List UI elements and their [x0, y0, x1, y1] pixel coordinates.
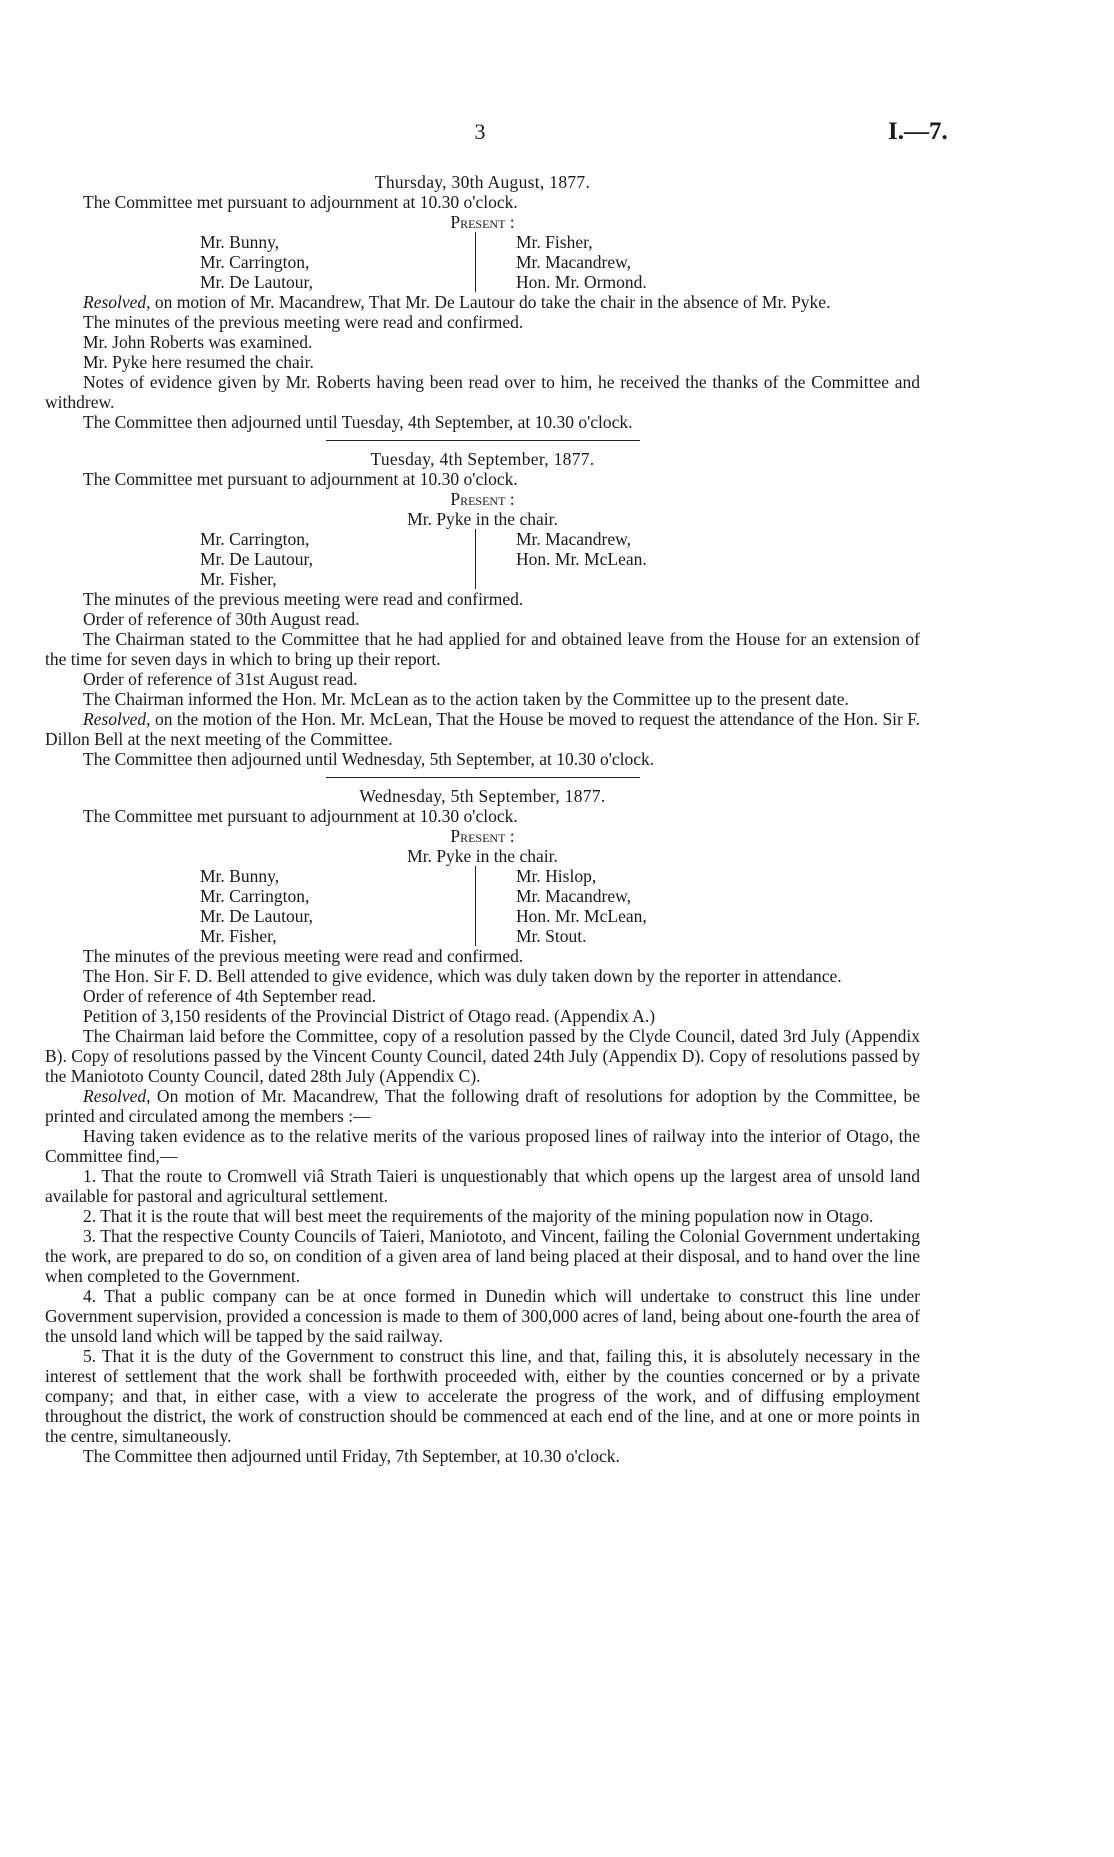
minutes-paragraph: The Hon. Sir F. D. Bell attended to give evidence, which was duly taken down by the reporter in attendance.: [83, 966, 842, 986]
minutes-paragraph: Order of reference of 4th September read.: [83, 986, 376, 1006]
members-left-column: [200, 866, 476, 946]
member-name: Hon. Mr. Ormond.: [516, 272, 647, 292]
member-name: Mr. Carrington,: [200, 529, 310, 549]
resolution-text: on motion of Mr. Macandrew, That Mr. De Lautour do take the chair in the absence of Mr. Pyke.: [150, 292, 831, 312]
resolved-word: Resolved,: [83, 709, 151, 729]
member-name: Mr. Hislop,: [516, 866, 597, 886]
minutes-body: [45, 172, 920, 1466]
meeting-date: Wednesday, 5th September, 1877.: [359, 786, 606, 806]
adjournment-line: The Committee then adjourned until Friday, 7th September, at 10.30 o'clock.: [83, 1446, 620, 1466]
minutes-paragraph: The minutes of the previous meeting were read and confirmed.: [83, 946, 524, 966]
member-name: Mr. Bunny,: [200, 866, 280, 886]
present-label: Present :: [450, 826, 515, 846]
chair-line: Mr. Pyke in the chair.: [407, 509, 558, 529]
minutes-paragraph: Notes of evidence given by Mr. Roberts having been read over to him, he received the thanks of the Committee and withdrew.: [45, 372, 920, 412]
minutes-paragraph: The Chairman informed the Hon. Mr. McLean as to the action taken by the Committee up to the present date.: [83, 689, 849, 709]
document-reference: I.—7.: [888, 118, 948, 145]
members-right-column: [476, 529, 791, 589]
members-left-column: [200, 232, 476, 292]
meeting-5-september: [45, 786, 920, 1466]
adjournment-line: The Committee then adjourned until Wednesday, 5th September, at 10.30 o'clock.: [83, 749, 655, 769]
members-present: [200, 866, 800, 946]
member-name: Mr. Macandrew,: [516, 529, 632, 549]
member-name: Mr. Carrington,: [200, 252, 310, 272]
finding-item: 5. That it is the duty of the Government to construct this line, and that, failing this, it is absolutely necessary in the interest of settlement that the work shall be forthwith proceeded with, either by the counties concerned or by a private company; and that, in either case, with a view to accelerate the progress of the work, and of diffusing employment throughout the district, the work of construction should be commenced at each end of the line, and at one or more points in the centre, simultaneously.: [45, 1346, 920, 1446]
resolution-text: on the motion of the Hon. Mr. McLean, That the House be moved to request the attendance of the Hon. Sir F. Dillon Bell at the next meeting of the Committee.: [45, 709, 920, 749]
member-name: Mr. Macandrew,: [516, 886, 632, 906]
page-number: 3: [474, 119, 486, 144]
minutes-paragraph: The minutes of the previous meeting were read and confirmed.: [83, 312, 524, 332]
finding-item: 3. That the respective County Councils of Taieri, Maniototo, and Vincent, failing the Colonial Government undertaking the work, are prepared to do so, on condition of a given area of land being placed at their disposal, and to hand over the line when completed to the Government.: [45, 1226, 920, 1286]
members-present: [200, 529, 800, 589]
present-label: Present :: [450, 489, 515, 509]
member-name: Mr. Macandrew,: [516, 252, 632, 272]
minutes-paragraph: Mr. John Roberts was examined.: [83, 332, 313, 352]
minutes-paragraph: The minutes of the previous meeting were read and confirmed.: [83, 589, 524, 609]
minutes-paragraph: Order of reference of 31st August read.: [83, 669, 358, 689]
members-left-column: [200, 529, 476, 589]
opening-line: The Committee met pursuant to adjournment at 10.30 o'clock.: [83, 469, 518, 489]
member-name: Mr. Fisher,: [200, 926, 277, 946]
member-name: Mr. De Lautour,: [200, 272, 314, 292]
member-name: Mr. Fisher,: [200, 569, 277, 589]
member-name: Mr. Fisher,: [516, 232, 593, 252]
minutes-paragraph: The Chairman laid before the Committee, copy of a resolution passed by the Clyde Council, dated 3rd July (Appendix B). Copy of resolutions passed by the Vincent County Council, dated 24th July (Appendix D). Copy of resolutions passed by the Maniototo County Council, dated 28th July (Appendix C).: [45, 1026, 920, 1086]
members-right-column: [476, 866, 791, 946]
section-divider: [326, 777, 640, 778]
members-right-column: [476, 232, 791, 292]
finding-item: 4. That a public company can be at once formed in Dunedin which will undertake to construct this line under Government supervision, provided a concession is made to them of 300,000 acres of land, being about one-fourth the area of the unsold land which will be tapped by the said railway.: [45, 1286, 920, 1346]
adjournment-line: The Committee then adjourned until Tuesday, 4th September, at 10.30 o'clock.: [83, 412, 633, 432]
member-name: Mr. De Lautour,: [200, 549, 314, 569]
meeting-30-august: [45, 172, 920, 432]
finding-item: 2. That it is the route that will best meet the requirements of the majority of the mining population now in Otago.: [83, 1206, 874, 1226]
present-label: Present :: [450, 212, 515, 232]
opening-line: The Committee met pursuant to adjournment at 10.30 o'clock.: [83, 192, 518, 212]
meeting-date: Tuesday, 4th September, 1877.: [370, 449, 595, 469]
resolution: [45, 1086, 920, 1126]
member-name: Hon. Mr. McLean.: [516, 549, 647, 569]
member-name: Mr. Carrington,: [200, 886, 310, 906]
resolution: [45, 292, 920, 312]
minutes-paragraph: The Chairman stated to the Committee that he had applied for and obtained leave from the House for an extension of the time for seven days in which to bring up their report.: [45, 629, 920, 669]
opening-line: The Committee met pursuant to adjournment at 10.30 o'clock.: [83, 806, 518, 826]
members-present: [200, 232, 800, 292]
meeting-date: Thursday, 30th August, 1877.: [374, 172, 591, 192]
resolution-text: On motion of Mr. Macandrew, That the following draft of resolutions for adoption by the Committee, be printed and circulated among the members :—: [45, 1086, 920, 1126]
minutes-paragraph: Petition of 3,150 residents of the Provincial District of Otago read. (Appendix A.): [83, 1006, 656, 1026]
member-name: Hon. Mr. McLean,: [516, 906, 647, 926]
findings-intro: Having taken evidence as to the relative merits of the various proposed lines of railway into the interior of Otago, the Committee find,—: [45, 1126, 920, 1166]
member-name: Mr. Stout.: [516, 926, 587, 946]
resolution: [45, 709, 920, 749]
member-name: Mr. Bunny,: [200, 232, 280, 252]
chair-line: Mr. Pyke in the chair.: [407, 846, 558, 866]
section-divider: [326, 440, 640, 441]
resolved-word: Resolved,: [83, 1086, 151, 1106]
minutes-paragraph: Mr. Pyke here resumed the chair.: [83, 352, 314, 372]
finding-item: 1. That the route to Cromwell viâ Strath Taieri is unquestionably that which opens up the largest area of unsold land available for pastoral and agricultural settlement.: [45, 1166, 920, 1206]
meeting-4-september: [45, 449, 920, 769]
minutes-paragraph: Order of reference of 30th August read.: [83, 609, 360, 629]
member-name: Mr. De Lautour,: [200, 906, 314, 926]
resolved-word: Resolved,: [83, 292, 151, 312]
